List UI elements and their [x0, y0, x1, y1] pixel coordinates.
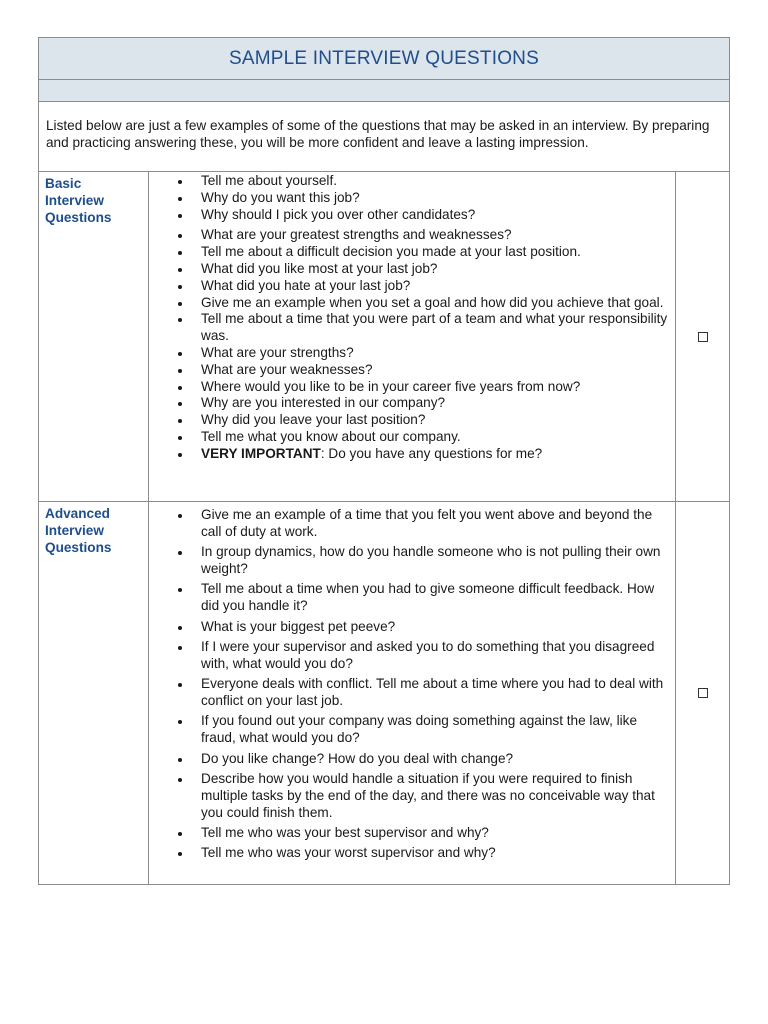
basic-question-item: Why do you want this job? — [149, 190, 675, 207]
advanced-question-item: In group dynamics, how do you handle someone who is not pulling their own weight? — [149, 544, 675, 578]
basic-label-line: Interview — [45, 193, 104, 208]
advanced-question-item: Everyone deals with conflict. Tell me about a time where you had to deal with conflict on your last job. — [149, 676, 675, 710]
advanced-question-item: Give me an example of a time that you felt you went above and beyond the call of duty at work. — [149, 507, 675, 541]
basic-checkbox[interactable] — [698, 332, 708, 342]
interview-questions-document — [38, 37, 730, 885]
advanced-label-line: Advanced — [45, 506, 110, 521]
basic-questions-list — [149, 173, 675, 463]
important-label: VERY IMPORTANT — [201, 445, 321, 461]
basic-question-item: Tell me about a time that you were part of a team and what your responsibility was. — [149, 311, 675, 345]
basic-questions-list-cell — [149, 172, 676, 501]
basic-label-line: Questions — [45, 210, 112, 225]
advanced-question-item: Do you like change? How do you deal with change? — [149, 751, 675, 768]
basic-question-item: What are your greatest strengths and weaknesses? — [149, 227, 675, 244]
basic-question-item-important — [149, 446, 675, 463]
basic-question-item: What did you like most at your last job? — [149, 261, 675, 278]
advanced-question-item: What is your biggest pet peeve? — [149, 619, 675, 636]
basic-checkbox-cell — [676, 172, 729, 501]
advanced-question-item: Tell me who was your best supervisor and why? — [149, 825, 675, 842]
advanced-question-item: Tell me about a time when you had to give someone difficult feedback. How did you handle it? — [149, 581, 675, 615]
title-bar — [39, 38, 729, 80]
intro-paragraph: Listed below are just a few examples of some of the questions that may be asked in an interview. By preparing and practicing answering these, you will be more confident and leave a lasting impression. — [39, 102, 729, 172]
advanced-questions-list-cell — [149, 502, 676, 884]
advanced-section-label — [39, 502, 149, 884]
basic-questions-section — [39, 172, 729, 502]
basic-section-label — [39, 172, 149, 501]
basic-label-line: Basic — [45, 176, 82, 191]
advanced-question-item: If I were your supervisor and asked you to do something that you disagreed with, what would you do? — [149, 639, 675, 673]
basic-question-item: Tell me what you know about our company. — [149, 429, 675, 446]
advanced-questions-list — [149, 503, 675, 862]
spacer-band — [39, 80, 729, 102]
important-question-text: : Do you have any questions for me? — [320, 445, 543, 461]
basic-question-item: Why are you interested in our company? — [149, 395, 675, 412]
advanced-question-item: Describe how you would handle a situation if you were required to finish multiple tasks by the end of the day, and there was no conceivable way that you could finish them. — [149, 771, 675, 821]
advanced-label-line: Questions — [45, 540, 112, 555]
basic-question-item: What are your weaknesses? — [149, 362, 675, 379]
basic-question-item: Tell me about yourself. — [149, 173, 675, 190]
basic-question-item: Why should I pick you over other candidates? — [149, 207, 675, 224]
advanced-checkbox-cell — [676, 502, 729, 884]
basic-question-item: Tell me about a difficult decision you made at your last position. — [149, 244, 675, 261]
basic-question-item: What are your strengths? — [149, 345, 675, 362]
basic-question-item: Give me an example when you set a goal and how did you achieve that goal. — [149, 295, 675, 312]
advanced-questions-section — [39, 502, 729, 884]
advanced-question-item: If you found out your company was doing something against the law, like fraud, what would you do? — [149, 713, 675, 747]
advanced-checkbox[interactable] — [698, 688, 708, 698]
basic-question-item: Why did you leave your last position? — [149, 412, 675, 429]
advanced-label-line: Interview — [45, 523, 104, 538]
basic-question-item: What did you hate at your last job? — [149, 278, 675, 295]
basic-question-item: Where would you like to be in your career five years from now? — [149, 379, 675, 396]
advanced-question-item: Tell me who was your worst supervisor and why? — [149, 845, 675, 862]
page-title: SAMPLE INTERVIEW QUESTIONS — [229, 47, 539, 69]
